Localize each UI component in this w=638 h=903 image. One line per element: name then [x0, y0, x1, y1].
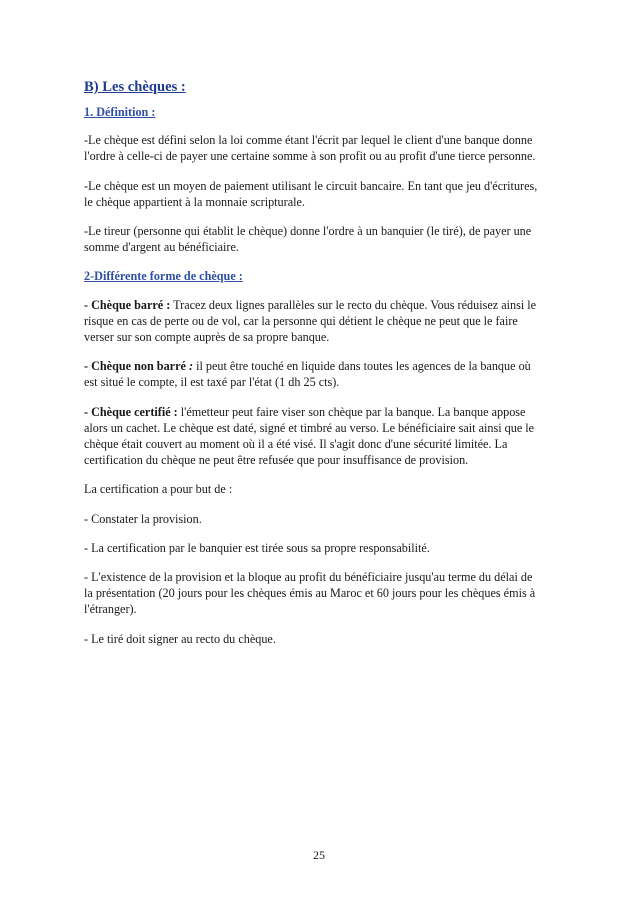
certification-point-4: - Le tiré doit signer au recto du chèque. [84, 631, 276, 646]
cheque-non-barre-term: - Chèque non barré [84, 359, 186, 374]
cheque-certifie-term: - Chèque certifié : [84, 404, 178, 419]
cheque-barre-paragraph [84, 297, 544, 346]
cheque-barre-term: - Chèque barré : [84, 297, 171, 312]
certification-point-1: - Constater la provision. [84, 511, 202, 526]
cheque-non-barre-colon: : [185, 359, 194, 374]
cheque-certifie-paragraph [84, 404, 544, 469]
section-title: B) Les chèques : [84, 79, 186, 95]
definition-paragraph-1: -Le chèque est défini selon la loi comme étant l'écrit par lequel le client d'une banque donne l'ordre à celle-ci de payer une certaine somme à son profit ou au profit d'une tierce personne. [84, 133, 536, 164]
cheque-certifie-text: l'émetteur peut faire viser son chèque par la banque. La banque appose alors un cachet. Le chèque est daté, signé et timbré au verso. Le bénéficiaire sait ainsi que le chèque était couvert au moment où il a été visé. Il s'agit donc d'une sécurité limitée. La certification du chèque ne peut être refusée que pour insuffisance de provision. [84, 404, 535, 468]
page-number: 25 [313, 848, 325, 862]
certification-point-2: - La certification par le banquier est tirée sous sa propre responsabilité. [84, 540, 430, 555]
cheque-barre-text: Tracez deux lignes parallèles sur le recto du chèque. Vous réduisez ainsi le risque en cas de perte ou de vol, car la personne qui détient le chèque ne peut que le faire verser sur son compte auprès de sa propre banque. [84, 297, 537, 345]
definition-paragraph-3: -Le tireur (personne qui établit le chèque) donne l'ordre à un banquier (le tiré), de payer une somme d'argent au bénéficiaire. [84, 224, 532, 255]
page-content [84, 78, 544, 660]
certification-point-3: - L'existence de la provision et la bloque au profit du bénéficiaire jusqu'au terme du délai de la présentation (20 jours pour les chèques émis au Maroc et 60 jours pour les chèques émis à l'étranger). [84, 570, 536, 617]
certification-intro: La certification a pour but de : [84, 482, 233, 497]
cheque-non-barre-text: il peut être touché en liquide dans toutes les agences de la banque où est situé le compte, il est taxé par l'état (1 dh 25 cts). [84, 359, 531, 390]
definition-heading: 1. Définition : [84, 105, 156, 119]
forms-heading: 2-Différente forme de chèque : [84, 269, 243, 284]
cheque-non-barre-paragraph [84, 358, 544, 390]
definition-paragraph-2: -Le chèque est un moyen de paiement utilisant le circuit bancaire. En tant que jeu d'écritures, le chèque appartient à la monnaie scripturale. [84, 178, 538, 209]
